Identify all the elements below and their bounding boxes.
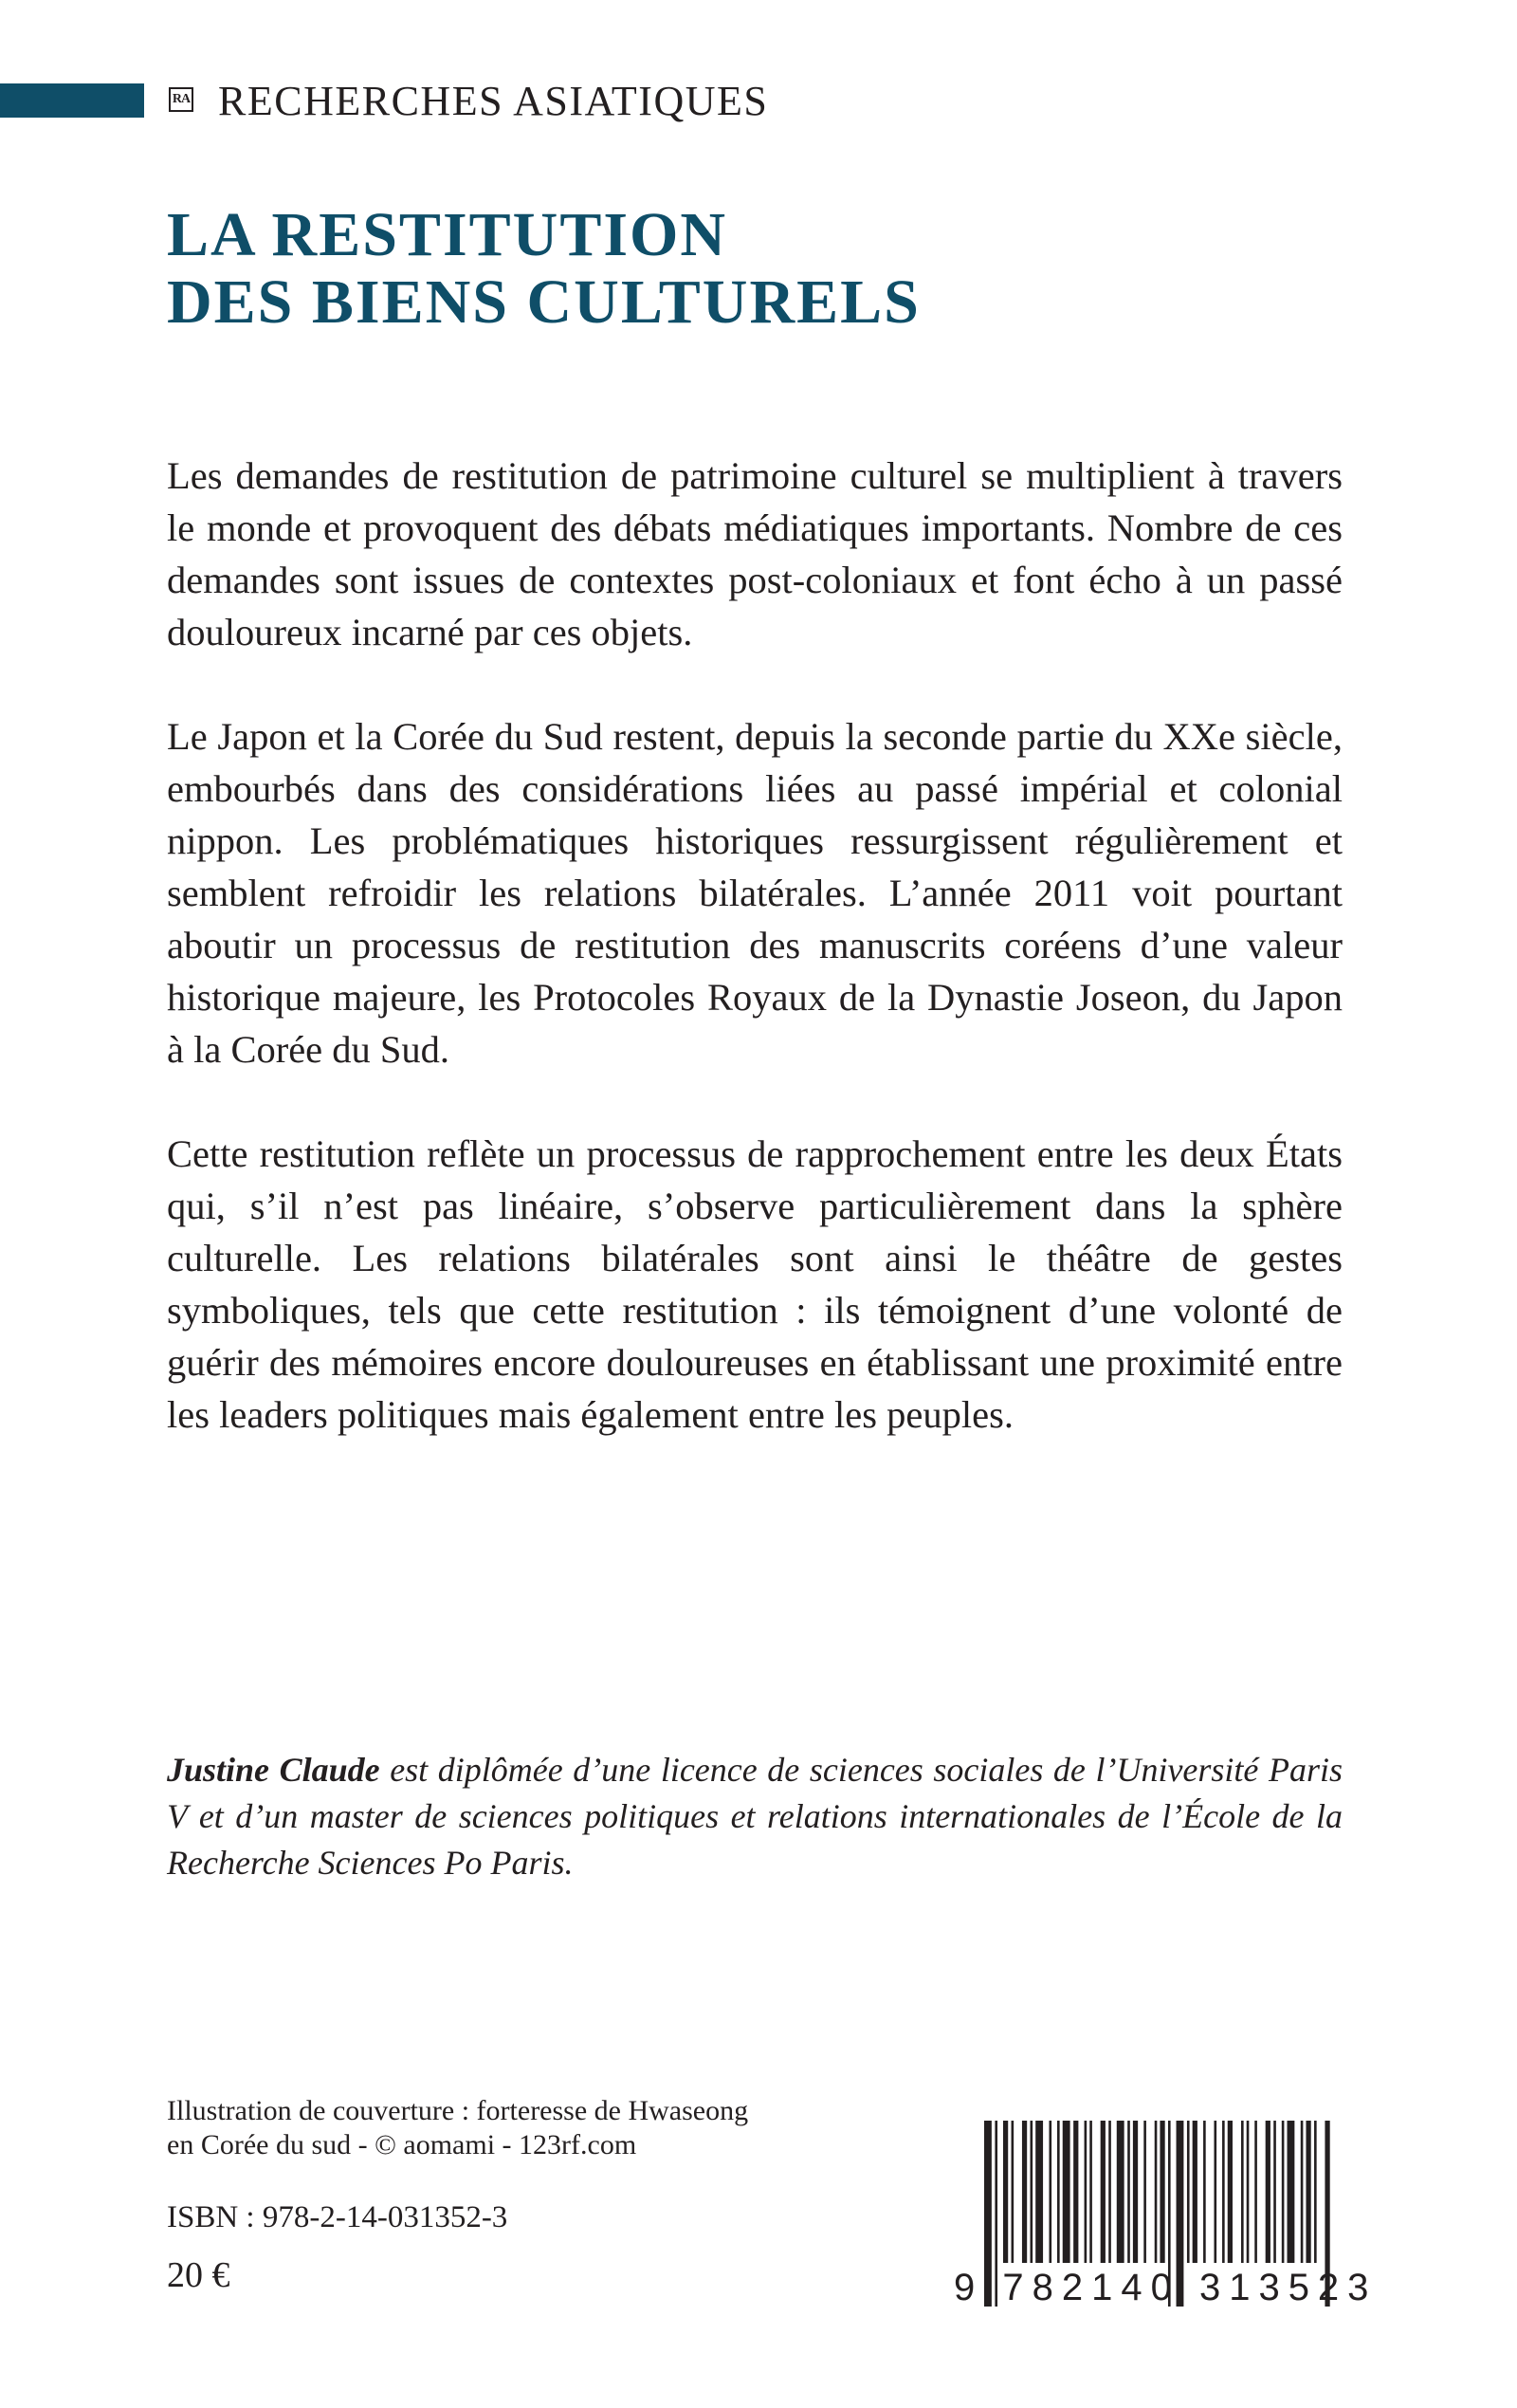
barcode-digits: 9 782140 313523 <box>954 2267 1378 2308</box>
cover-illustration-credit: Illustration de couverture : forteresse de Hwaseong en Corée du sud - © aomami - 123rf.com <box>167 2095 749 2160</box>
barcode-bar <box>1049 2121 1051 2263</box>
barcode-bar <box>1108 2121 1111 2263</box>
barcode-bar <box>1266 2121 1270 2263</box>
barcode-bar <box>1241 2121 1244 2263</box>
barcode-bar <box>1214 2121 1216 2263</box>
book-title-line-1: LA RESTITUTION <box>167 200 728 269</box>
barcode-bar <box>1085 2121 1087 2263</box>
barcode-bar <box>1288 2121 1295 2263</box>
barcode-bar <box>1127 2121 1130 2263</box>
barcode-bar <box>1003 2121 1008 2263</box>
summary-paragraph: Les demandes de restitution de patrimoine culturel se multiplient à travers le monde et provoquent des débats médiatiques importants. Nombre de ces demandes sont issues de contextes post-coloniaux et font écho à un passé douloureux incarné par ces objets. <box>167 454 1343 653</box>
barcode-bar <box>1155 2121 1158 2263</box>
book-title-line-2: DES BIENS CULTURELS <box>167 267 921 337</box>
barcode-bar <box>1073 2121 1078 2263</box>
barcode-bar <box>1306 2121 1310 2263</box>
barcode-bar <box>1012 2121 1014 2263</box>
barcode-bar <box>1273 2121 1276 2263</box>
barcode-bar <box>1057 2121 1060 2263</box>
barcode-bar <box>1022 2121 1027 2263</box>
barcode-bar <box>1143 2121 1146 2263</box>
barcode-bar <box>1314 2121 1317 2263</box>
barcode-bar <box>1101 2121 1106 2263</box>
barcode-bar <box>1282 2121 1285 2263</box>
barcode-bar <box>1247 2121 1250 2263</box>
author-bio-text: est diplômée d’une licence de sciences sociales de l’Université Paris V et d’un master de sciences politiques et relations internationales de l’École de la Recherche Sciences Po Paris. <box>167 1751 1343 1882</box>
summary-paragraph: Le Japon et la Corée du Sud restent, depuis la seconde partie du XXe siècle, embourbés dans des considérations liées au passé impérial et colonial nippon. Les problématiques historiques ressurgissent régulièrement et semblent refroidir les relations bilatérales. L’année 2011 voit pourtant aboutir un processus de restitution des manuscrits coréens d’une valeur historique majeure, les Protocoles Royaux de la Dynastie Joseon, du Japon à la Corée du Sud. <box>167 715 1343 1071</box>
author-bio <box>167 1747 1343 1886</box>
series-accent-bar <box>0 83 144 118</box>
barcode-bar <box>1301 2121 1304 2263</box>
barcode-bar <box>1203 2121 1206 2263</box>
barcode-bar <box>1063 2121 1070 2263</box>
barcode-bar <box>1254 2121 1257 2263</box>
price: 20 € <box>167 2255 230 2295</box>
barcode-bar <box>1160 2121 1164 2263</box>
barcode-bar <box>1187 2121 1190 2263</box>
barcode-bar <box>1035 2121 1043 2263</box>
barcode-bar <box>1117 2121 1124 2263</box>
isbn: ISBN : 978-2-14-031352-3 <box>167 2200 508 2234</box>
back-cover-summary <box>167 450 1343 1493</box>
book-title <box>167 201 921 336</box>
barcode-bar <box>1089 2121 1092 2263</box>
barcode-bar <box>1193 2121 1197 2263</box>
series-name: RECHERCHES ASIATIQUES <box>218 78 769 124</box>
barcode-bar <box>1228 2121 1233 2263</box>
barcode-bar <box>1133 2121 1138 2263</box>
barcode-bar <box>1222 2121 1225 2263</box>
series-logo-icon: RA <box>169 87 193 112</box>
author-name: Justine Claude <box>167 1751 380 1789</box>
barcode-bar <box>1031 2121 1033 2263</box>
summary-paragraph: Cette restitution reflète un processus de rapprochement entre les deux États qui, s’il n’est pas linéaire, s’observe particulièrement dans la sphère culturelle. Les relations bilatérales sont ainsi le théâtre de gestes symboliques, tels que cette restitution : ils témoignent d’une volonté de guérir des mémoires encore douloureuses en établissant une proximité entre les leaders politiques mais également entre les peuples. <box>167 1132 1343 1436</box>
